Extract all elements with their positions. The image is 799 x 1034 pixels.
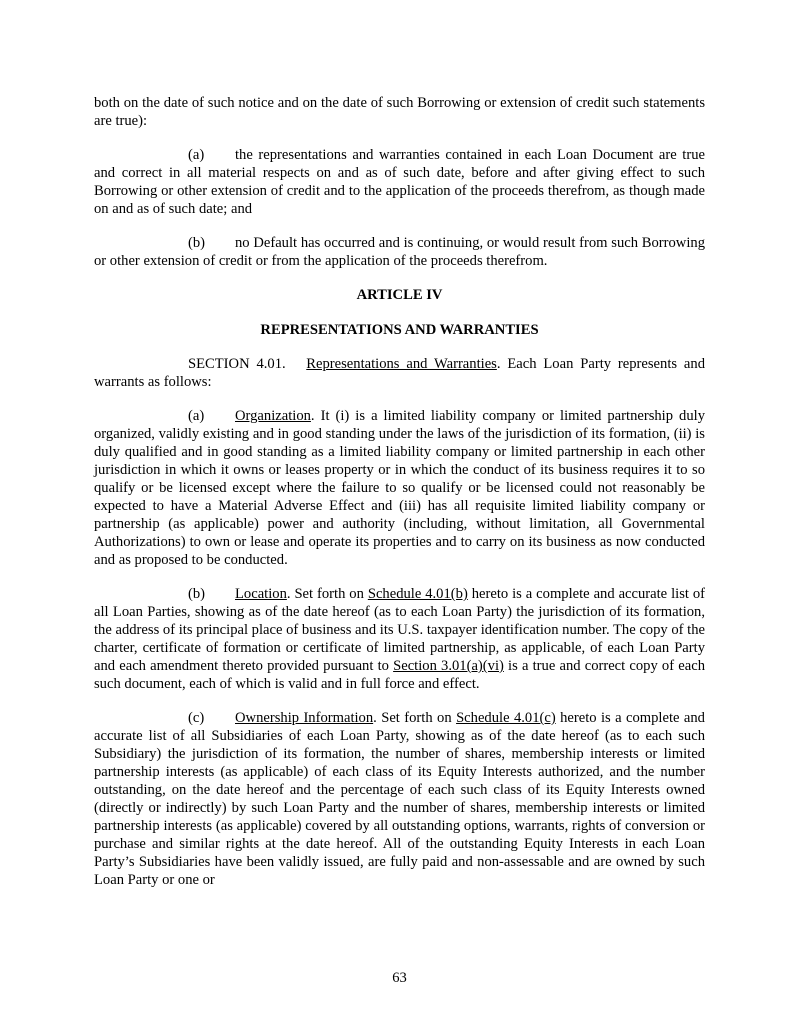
paragraph-b-location xyxy=(94,585,705,693)
clause-b-label: (b) xyxy=(188,235,206,251)
section-text: . Each Loan Party represents and warrants as follows: xyxy=(94,356,705,390)
clause-b-text: no Default has occurred and is continuing, or would result from such Borrowing or other extension of credit or from the application of the proceeds therefrom. xyxy=(94,235,705,269)
paragraph-c-ownership xyxy=(94,709,705,889)
paragraph-b-text-2: hereto is a complete and accurate list of all Loan Parties, showing as of the date hereof (as to each Loan Party) the jurisdiction of its formation, the address of its principal place of business and its U.S. taxpayer identification number. The copy of the charter, certificate of formation or certificate of limited partnership, as applicable, of each Loan Party and each amendment thereto provided pursuant to xyxy=(94,586,706,674)
schedule-4-01-b-reference: Schedule 4.01(b) xyxy=(367,586,468,602)
paragraph-c-text-2: hereto is a complete and accurate list of all Subsidiaries of each Loan Party, showing as of the date hereof (as to each such Subsidiary) the jurisdiction of its formation, the number of shares, membership interests or limited partnership interests (as applicable) of each class of its Equity Interests authorized, and the number outstanding, on the date hereof and the percentage of each such class of its Equity Interests owned (directly or indirectly) by such Loan Party and the number of shares, membership interests or limited partnership interests (as applicable) covered by all outstanding options, warrants, rights of conversion or purchase and similar rights at the date hereof. All of the outstanding Equity Interests in each Loan Party’s Subsidiaries have been validly issued, are fully paid and non-assessable and are owned by such Loan Party or one or xyxy=(94,710,705,888)
page-number: 63 xyxy=(392,970,407,986)
article-title: ARTICLE IV xyxy=(356,287,443,303)
clause-a-text: the representations and warranties contained in each Loan Document are true and correct in all material respects on and as of such date, before and after giving effect to such Borrowing or other extension of credit and to the application of the proceeds therefrom, as though made on and as of such date; and xyxy=(94,147,705,217)
continuation-paragraph xyxy=(94,94,705,130)
schedule-4-01-c-reference: Schedule 4.01(c) xyxy=(456,710,556,726)
paragraph-b-title: Location xyxy=(235,586,287,602)
clause-a xyxy=(94,146,705,218)
document-body xyxy=(94,94,705,889)
paragraph-b-text-1: . Set forth on xyxy=(286,586,368,602)
section-title: Representations and Warranties xyxy=(306,356,497,372)
paragraph-a-text: . It (i) is a limited liability company or limited partnership duly organized, validly existing and in good standing under the laws of the jurisdiction of its formation, (ii) is duly qualified and in good standing as a limited liability company or limited partnership in each other jurisdiction in which it owns or leases property or in which the conduct of its business requires it to so qualify or be licensed except where the failure to so qualify or be licensed could not reasonably be expected to have a Material Adverse Effect and (iii) has all requisite limited liability company or partnership (as applicable) power and authority (including, without limitation, all Governmental Authorizations) to own or lease and operate its properties and to carry on its business as now conducted and as proposed to be conducted. xyxy=(94,408,705,568)
section-4-01 xyxy=(94,355,705,391)
paragraph-a-organization xyxy=(94,407,705,569)
clause-a-label: (a) xyxy=(188,147,205,163)
clause-b xyxy=(94,234,705,270)
paragraph-c-title: Ownership Information xyxy=(235,710,374,726)
paragraph-b-label: (b) xyxy=(188,586,206,602)
paragraph-c-text-1: . Set forth on xyxy=(373,710,457,726)
section-3-01-reference: Section 3.01(a)(vi) xyxy=(393,658,504,674)
paragraph-b-text-3: is a true and correct copy of each such document, each of which is valid and in full force and effect. xyxy=(94,658,705,692)
paragraph-c-label: (c) xyxy=(188,710,205,726)
continuation-text: both on the date of such notice and on the date of such Borrowing or extension of credit such statements are true): xyxy=(94,95,705,129)
article-subtitle: REPRESENTATIONS AND WARRANTIES xyxy=(260,322,539,338)
section-number: SECTION 4.01. xyxy=(188,356,286,372)
paragraph-a-title: Organization xyxy=(235,408,311,424)
paragraph-a-label: (a) xyxy=(188,408,205,424)
